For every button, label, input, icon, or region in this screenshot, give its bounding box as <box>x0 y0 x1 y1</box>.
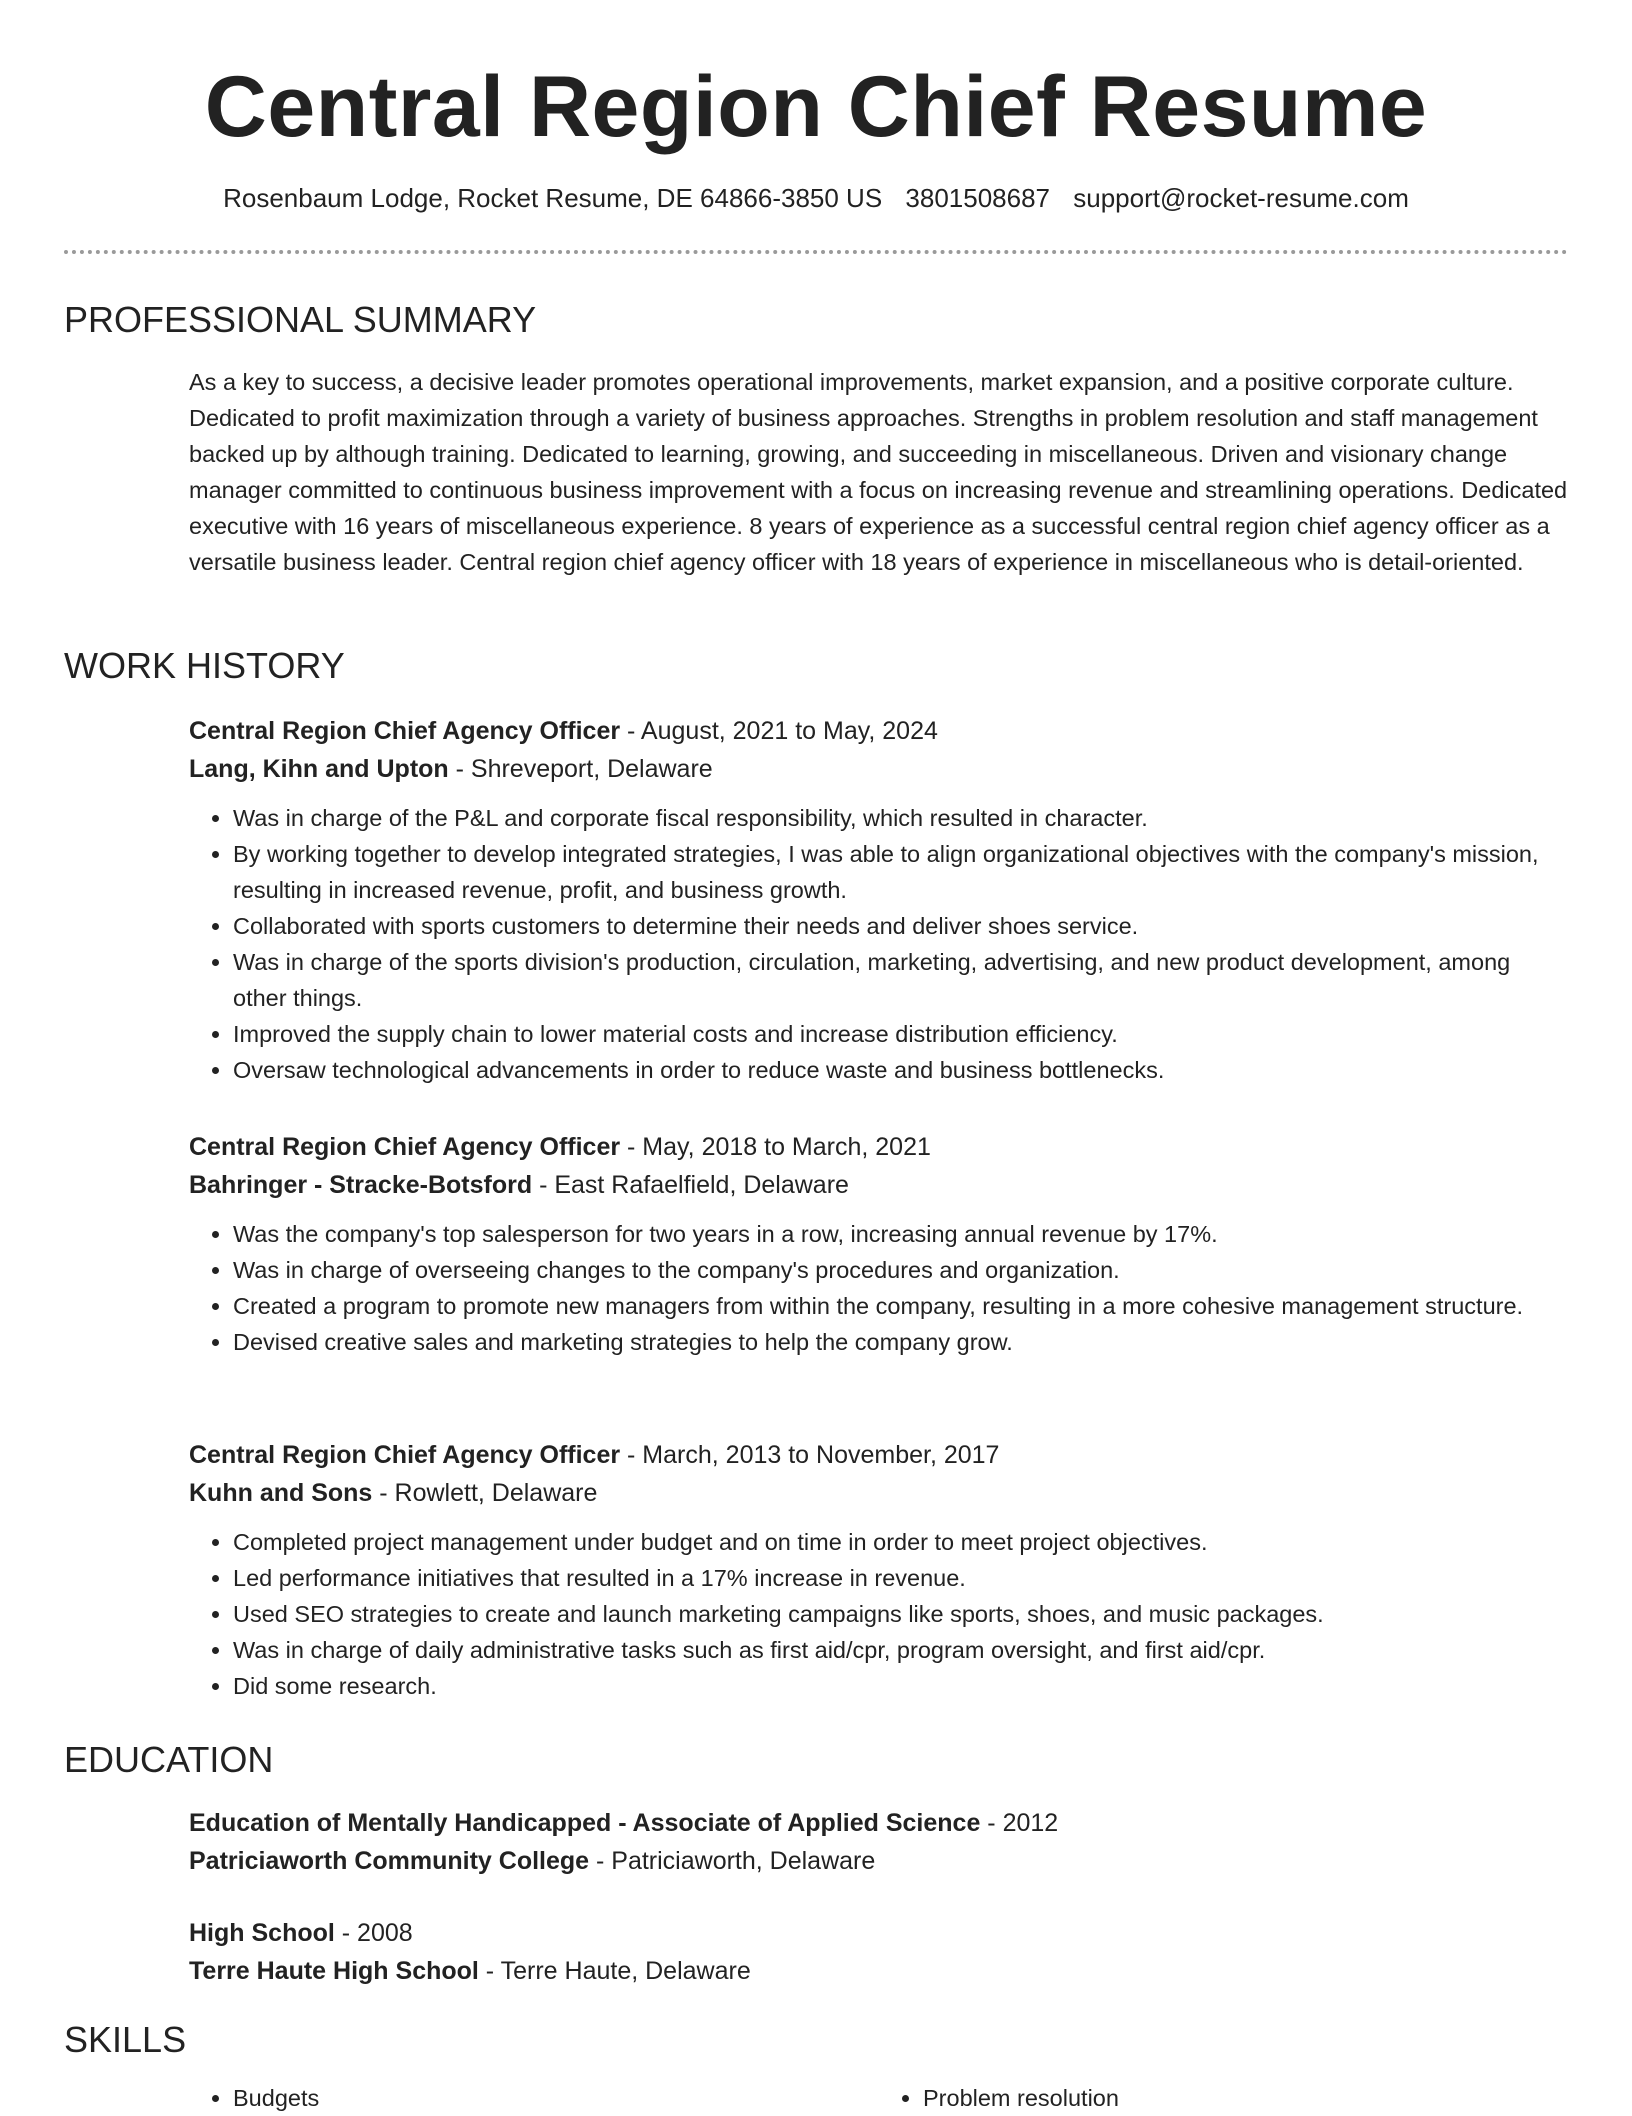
job-company: Kuhn and Sons <box>189 1479 373 1507</box>
bullet-item: • Was the company's top salesperson for two years in a row, increasing annual revenue by 17%. <box>233 1216 1569 1252</box>
header-divider <box>64 250 1568 254</box>
phone: 3801508687 <box>905 183 1051 213</box>
resume-title: Central Region Chief Resume <box>204 59 1428 155</box>
job-location: - Shreveport, Delaware <box>448 755 713 783</box>
job-bullets <box>189 1524 1569 1704</box>
education-entry <box>189 1914 1569 1990</box>
school-line <box>189 1842 1569 1880</box>
work-history-heading: WORK HISTORY <box>64 645 345 686</box>
contact-line <box>0 180 1632 216</box>
job-location: - East Rafaelfield, Delaware <box>532 1171 849 1199</box>
job-entry <box>189 1128 1569 1360</box>
job-entry <box>189 1436 1569 1704</box>
job-company: Lang, Kihn and Upton <box>189 755 449 783</box>
education-year: - 2008 <box>334 1919 413 1947</box>
degree: High School <box>189 1919 335 1947</box>
job-bullets <box>189 800 1569 1088</box>
bullet-item: • Devised creative sales and marketing strategies to help the company grow. <box>233 1324 1569 1360</box>
bullet-item: • Completed project management under budget and on time in order to meet project objectives. <box>233 1524 1569 1560</box>
summary-heading: PROFESSIONAL SUMMARY <box>64 299 537 340</box>
skill-item: • Problem resolution <box>923 2080 1569 2116</box>
education-entry <box>189 1804 1569 1880</box>
bullet-item: • Was in charge of the sports division's production, circulation, marketing, advertising, and new product development, among other things. <box>233 944 1569 1016</box>
skills-heading: SKILLS <box>64 2019 187 2060</box>
address: Rosenbaum Lodge, Rocket Resume, DE 64866-3850 US <box>223 183 883 213</box>
job-role: Central Region Chief Agency Officer <box>189 717 621 745</box>
job-location: - Rowlett, Delaware <box>372 1479 598 1507</box>
bullet-item: • Was in charge of the P&L and corporate fiscal responsibility, which resulted in character. <box>233 800 1569 836</box>
education-heading: EDUCATION <box>64 1739 274 1780</box>
job-company-line <box>189 1166 1569 1204</box>
skills-column-left <box>189 2080 879 2116</box>
school-line <box>189 1952 1569 1990</box>
skills-column-right <box>879 2080 1569 2116</box>
bullet-item: • Oversaw technological advancements in order to reduce waste and business bottlenecks. <box>233 1052 1569 1088</box>
job-title-line <box>189 712 1569 750</box>
school-location: - Patriciaworth, Delaware <box>589 1847 876 1875</box>
job-entry <box>189 712 1569 1088</box>
bullet-item: • Led performance initiatives that resulted in a 17% increase in revenue. <box>233 1560 1569 1596</box>
summary-section <box>189 364 1569 580</box>
bullet-item: • Was in charge of daily administrative tasks such as first aid/cpr, program oversight, and first aid/cpr. <box>233 1632 1569 1668</box>
summary-text: As a key to success, a decisive leader promotes operational improvements, market expansion, and a positive corporate culture. Dedicated to profit maximization through a variety of business approaches. Strengths in problem resolution and staff management backed up by although training. Dedicated to learning, growing, and succeeding in miscellaneous. Driven and visionary change manager committed to continuous business improvement with a focus on increasing revenue and streamlining operations. Dedicated executive with 16 years of miscellaneous experience. 8 years of experience as a successful central region chief agency officer as a versatile business leader. Central region chief agency officer with 18 years of experience in miscellaneous who is detail-oriented. <box>189 369 1568 575</box>
job-company-line <box>189 750 1569 788</box>
degree: Education of Mentally Handicapped - Associate of Applied Science <box>189 1809 981 1837</box>
email: support@rocket-resume.com <box>1073 183 1409 213</box>
job-dates: - March, 2013 to November, 2017 <box>620 1441 1000 1469</box>
school-location: - Terre Haute, Delaware <box>478 1957 751 1985</box>
skill-item: • Budgets <box>233 2080 879 2116</box>
degree-line <box>189 1804 1569 1842</box>
job-bullets <box>189 1216 1569 1360</box>
degree-line <box>189 1914 1569 1952</box>
job-title-line <box>189 1436 1569 1474</box>
bullet-item: • Was in charge of overseeing changes to the company's procedures and organization. <box>233 1252 1569 1288</box>
job-title-line <box>189 1128 1569 1166</box>
bullet-item: • By working together to develop integrated strategies, I was able to align organizational objectives with the company's mission, resulting in increased revenue, profit, and business growth. <box>233 836 1569 908</box>
school: Patriciaworth Community College <box>189 1847 590 1875</box>
bullet-item: • Collaborated with sports customers to determine their needs and deliver shoes service. <box>233 908 1569 944</box>
job-company: Bahringer - Stracke-Botsford <box>189 1171 533 1199</box>
bullet-item: • Created a program to promote new managers from within the company, resulting in a more cohesive management structure. <box>233 1288 1569 1324</box>
bullet-item: • Improved the supply chain to lower material costs and increase distribution efficiency. <box>233 1016 1569 1052</box>
job-role: Central Region Chief Agency Officer <box>189 1133 621 1161</box>
job-company-line <box>189 1474 1569 1512</box>
job-dates: - May, 2018 to March, 2021 <box>620 1133 931 1161</box>
bullet-item: • Did some research. <box>233 1668 1569 1704</box>
job-role: Central Region Chief Agency Officer <box>189 1441 621 1469</box>
skills-list <box>189 2080 1569 2116</box>
job-dates: - August, 2021 to May, 2024 <box>620 717 938 745</box>
school: Terre Haute High School <box>189 1957 479 1985</box>
education-year: - 2012 <box>980 1809 1059 1837</box>
bullet-item: • Used SEO strategies to create and launch marketing campaigns like sports, shoes, and music packages. <box>233 1596 1569 1632</box>
